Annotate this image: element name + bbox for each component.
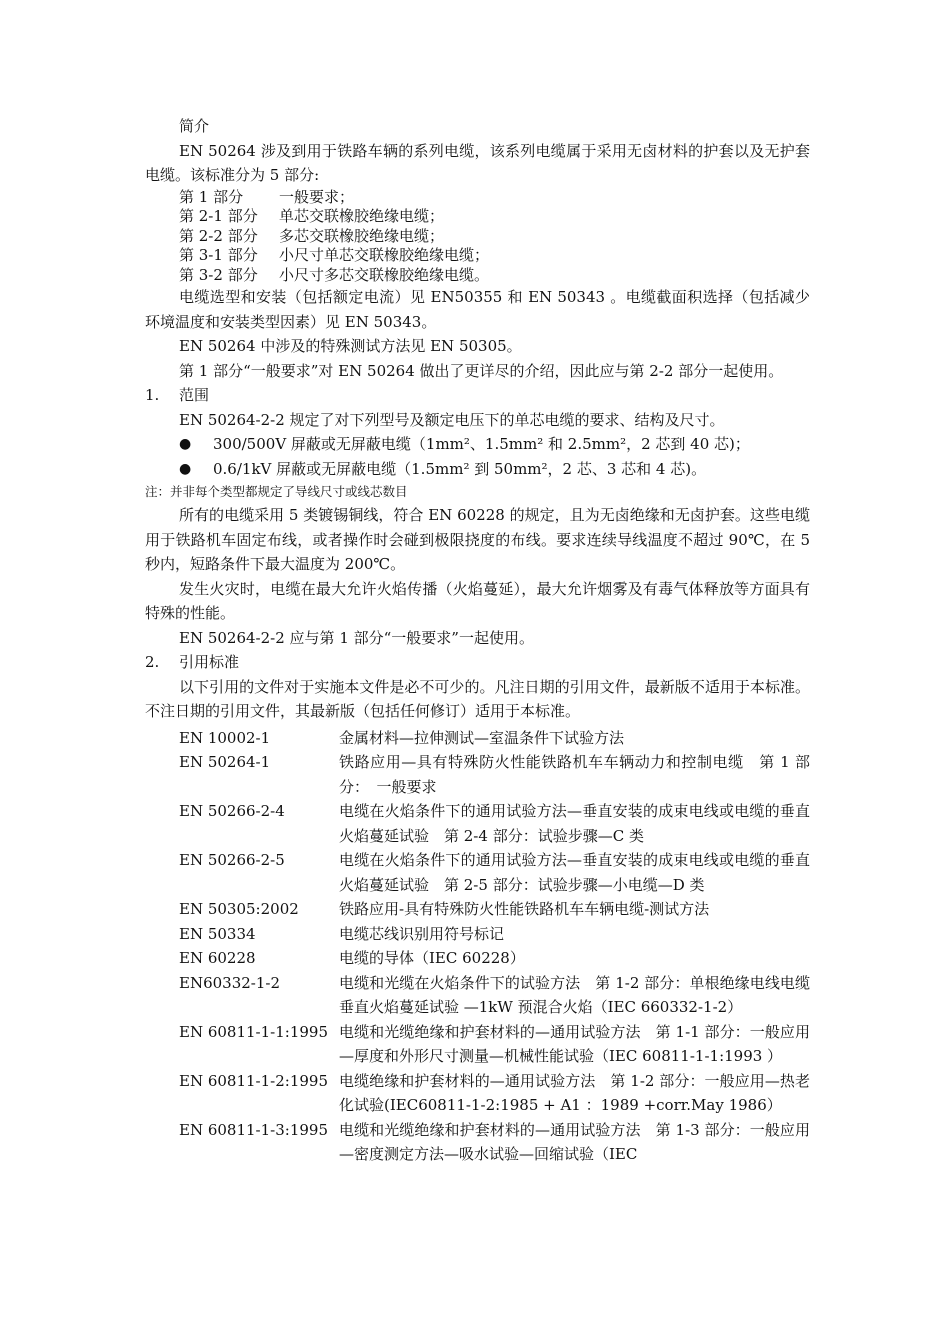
reference-row (145, 1020, 810, 1069)
bullet-icon: ● (179, 460, 192, 477)
section-heading-scope (145, 383, 810, 408)
reference-desc: 铁路应用-具有特殊防火性能铁路机车车辆电缆-测试方法 (339, 900, 710, 918)
reference-desc: 电缆和光缆绝缘和护套材料的—通用试验方法 第 1-1 部分：一般应用—厚度和外形尺寸测量—机械性能试验（IEC 60811-1-1:1993 ） (339, 1022, 810, 1065)
reference-code: EN 50334 (179, 924, 256, 943)
reference-desc: 电缆绝缘和护套材料的—通用试验方法 第 1-2 部分：一般应用—热老化试验(IEC60811-1-2:1985 + A1 ：1989 +corr.May 1986） (339, 1071, 810, 1114)
intro-paragraph: EN 50264 涉及到用于铁路车辆的系列电缆，该系列电缆属于采用无卤材料的护套以及无护套电缆。该标准分为 5 部分: (145, 141, 810, 184)
section-title: 引用标准 (179, 653, 240, 671)
intro-paragraph: 电缆选型和安装（包括额定电流）见 EN50355 和 EN 50343 。电缆截面积选择（包括减少环境温度和安装类型因素）见 EN 50343。 (145, 288, 810, 331)
intro-paragraph: EN 50264 中涉及的特殊测试方法见 EN 50305。 (179, 337, 522, 355)
bullet-item (145, 457, 810, 482)
part-label: 第 3-2 部分 (179, 265, 258, 284)
reference-desc: 金属材料—拉伸测试—室温条件下试验方法 (339, 728, 625, 747)
note-text: 注：并非每个类型都规定了导线尺寸或线芯数目 (145, 484, 408, 499)
reference-row (145, 799, 810, 848)
reference-code: EN60332-1-2 (179, 973, 281, 992)
reference-row (145, 1118, 810, 1167)
reference-code: EN 50264-1 (179, 753, 271, 771)
part-desc: 多芯交联橡胶绝缘电缆； (279, 226, 445, 245)
part-item (145, 266, 810, 286)
reference-desc: 电缆在火焰条件下的通用试验方法—垂直安装的成束电线或电缆的垂直火焰蔓延试验 第 2-5 部分：试验步骤—小电缆—D 类 (339, 851, 810, 894)
part-label: 第 2-2 部分 (179, 226, 258, 245)
part-label: 第 1 部分 (179, 187, 244, 206)
bullet-item (145, 432, 810, 457)
section-number: 1. (145, 386, 160, 404)
bullet-icon: ● (179, 436, 192, 452)
reference-code: EN 50266-2-4 (179, 802, 285, 820)
reference-row (145, 971, 810, 1020)
part-label: 第 2-1 部分 (179, 207, 258, 225)
reference-code: EN 60811-1-3:1995 (179, 1120, 329, 1139)
part-label: 第 3-1 部分 (179, 246, 258, 264)
part-desc: 小尺寸多芯交联橡胶绝缘电缆。 (279, 265, 490, 284)
reference-code: EN 60228 (179, 949, 256, 967)
section-title: 范围 (179, 386, 210, 404)
intro-paragraph: 第 1 部分“一般要求”对 EN 50264 做出了更详尽的介绍，因此应与第 2-2 部分一起使用。 (179, 361, 784, 380)
references-table (145, 726, 810, 1167)
scope-paragraph: EN 50264-2-2 应与第 1 部分“一般要求”一起使用。 (179, 628, 534, 647)
reference-desc: 电缆和光缆在火焰条件下的试验方法 第 1-2 部分：单根绝缘电线电缆垂直火焰蔓延试验 —1kW 预混合火焰（IEC 660332-1-2） (339, 973, 810, 1016)
reference-code: EN 60811-1-2:1995 (179, 1071, 329, 1090)
parts-list (145, 188, 810, 286)
intro-title: 简介 (179, 117, 210, 135)
reference-desc: 电缆芯线识别用符号标记 (339, 924, 505, 943)
reference-desc: 电缆在火焰条件下的通用试验方法—垂直安装的成束电线或电缆的垂直火焰蔓延试验 第 2-4 部分：试验步骤—C 类 (339, 802, 810, 845)
reference-code: EN 60811-1-1:1995 (179, 1022, 329, 1041)
part-desc: 小尺寸单芯交联橡胶绝缘电缆； (279, 246, 490, 264)
part-desc: 一般要求； (279, 187, 355, 206)
reference-code: EN 50305:2002 (179, 900, 299, 918)
references-paragraph: 以下引用的文件对于实施本文件是必不可少的。凡注日期的引用文件，最新版不适用于本标准。不注日期的引用文件，其最新版（包括任何修订）适用于本标准。 (145, 677, 810, 720)
part-item (145, 207, 810, 227)
reference-row (145, 726, 810, 751)
reference-code: EN 10002-1 (179, 728, 271, 747)
reference-row (145, 946, 810, 971)
scope-paragraph: EN 50264-2-2 规定了对下列型号及额定电压下的单芯电缆的要求、结构及尺寸。 (179, 410, 725, 429)
reference-row (145, 750, 810, 799)
bullet-text: 300/500V 屏蔽或无屏蔽电缆（1mm²、1.5mm² 和 2.5mm²，2 芯到 40 芯)； (213, 435, 750, 453)
reference-row (145, 1069, 810, 1118)
scope-paragraph: 发生火灾时，电缆在最大允许火焰传播（火焰蔓延），最大允许烟雾及有毒气体释放等方面具有特殊的性能。 (145, 579, 810, 622)
bullet-text: 0.6/1kV 屏蔽或无屏蔽电缆（1.5mm² 到 50mm²，2 芯、3 芯和 4 芯)。 (213, 459, 707, 478)
scope-paragraph: 所有的电缆采用 5 类镀锡铜线，符合 EN 60228 的规定，且为无卤绝缘和无卤护套。这些电缆用于铁路机车固定布线，或者操作时会碰到极限挠度的布线。要求连续导线温度不超过 90℃，在 5 秒内，短路条件下最大温度为 200℃。 (145, 506, 810, 573)
reference-desc: 电缆和光缆绝缘和护套材料的—通用试验方法 第 1-3 部分：一般应用—密度测定方法—吸水试验—回缩试验（IEC (339, 1120, 810, 1163)
reference-code: EN 50266-2-5 (179, 851, 285, 869)
part-desc: 单芯交联橡胶绝缘电缆； (279, 207, 445, 225)
part-item (145, 246, 810, 266)
reference-row (145, 848, 810, 897)
section-heading-references (145, 650, 810, 675)
reference-row (145, 897, 810, 922)
part-item (145, 188, 810, 208)
reference-row (145, 922, 810, 947)
part-item (145, 227, 810, 247)
reference-desc: 电缆的导体（IEC 60228） (339, 949, 525, 967)
section-number: 2. (145, 653, 160, 671)
document-body (145, 114, 810, 1167)
reference-desc: 铁路应用—具有特殊防火性能铁路机车车辆动力和控制电缆 第 1 部分： 一般要求 (339, 753, 810, 796)
